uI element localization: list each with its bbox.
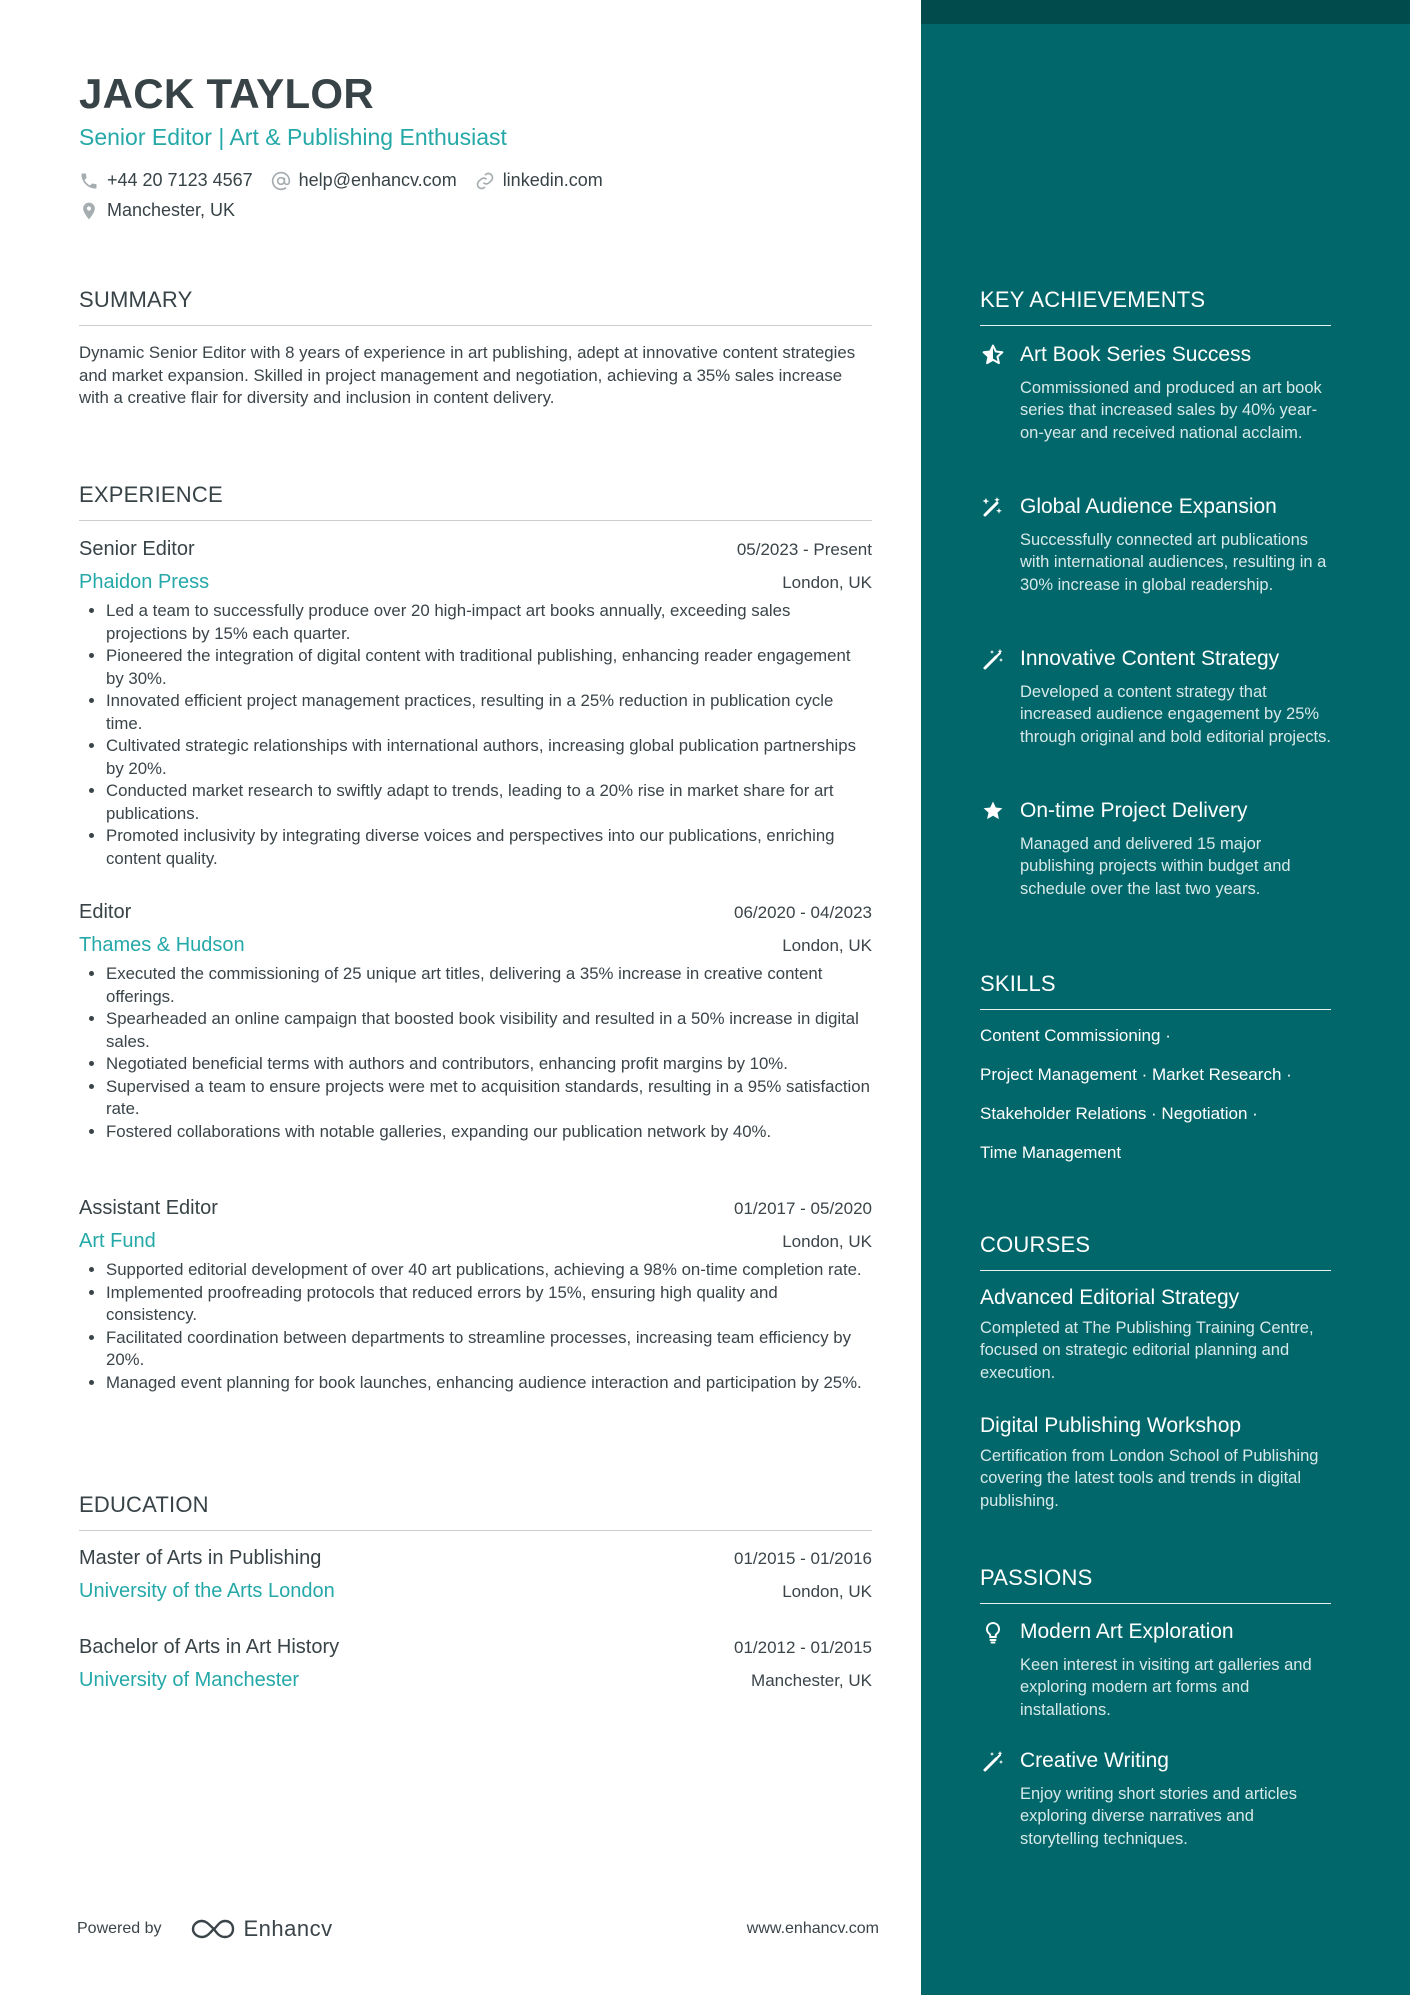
education-dates: 01/2015 - 01/2016 [733, 1549, 872, 1568]
powered-by [77, 1916, 333, 1942]
job-title: Senior Editor [79, 538, 195, 560]
degree: Master of Arts in Publishing [79, 1547, 322, 1569]
headline: Senior Editor | Art & Publishing Enthusiast [79, 124, 507, 150]
passion-item [980, 1748, 1331, 1850]
job-title: Editor [79, 901, 132, 923]
linkedin-text: linkedin.com [502, 170, 603, 190]
job-dates: 01/2017 - 05/2020 [733, 1199, 872, 1218]
job-title: Assistant Editor [79, 1197, 218, 1219]
bullet: • Cultivated strategic relationships with international authors, increasing global publication partnerships by 20%. [106, 735, 872, 780]
school: University of Manchester [79, 1669, 300, 1691]
summary-text: Dynamic Senior Editor with 8 years of experience in art publishing, adept at innovative content strategies and market expansion. Skilled in project management and negotiation, achieving a 35% sales increase with a creative flair for diversity and inclusion in content delivery. [79, 343, 856, 407]
bullet: • Facilitated coordination between departments to streamline processes, increasing team efficiency by 20%. [106, 1327, 872, 1372]
powered-by-label: Powered by [77, 1920, 162, 1937]
passions-heading: PASSIONS [980, 1565, 1331, 1604]
brand-name: Enhancv [243, 1916, 333, 1941]
education-item [79, 1547, 872, 1603]
contact-email[interactable] [271, 170, 457, 191]
summary-heading: SUMMARY [79, 287, 872, 326]
star-outline-icon [980, 342, 1006, 368]
sidebar [921, 0, 1410, 1995]
job-dates: 05/2023 - Present [736, 540, 872, 559]
school: University of the Arts London [79, 1580, 335, 1602]
magic-wand-sparkle-icon [980, 494, 1006, 520]
job-bullets [79, 600, 872, 870]
bullet: • Pioneered the integration of digital content with traditional publishing, enhancing reader engagement by 30%. [106, 645, 872, 690]
achievement-item [980, 646, 1331, 748]
education-dates: 01/2012 - 01/2015 [733, 1638, 872, 1657]
achievement-title: Innovative Content Strategy [1020, 647, 1280, 670]
contact-row [79, 170, 621, 191]
skills-line: Project Management · Market Research · [980, 1065, 1292, 1084]
contact-row-2 [79, 200, 253, 221]
course-desc: Completed at The Publishing Training Centre, focused on strategic editorial planning and execution. [980, 1319, 1314, 1382]
degree: Bachelor of Arts in Art History [79, 1636, 340, 1658]
footer [77, 1916, 879, 1942]
job-company: Art Fund [79, 1230, 156, 1252]
location-text: Manchester, UK [107, 200, 236, 220]
achievement-title: Art Book Series Success [1020, 343, 1252, 366]
job-bullets [79, 963, 872, 1143]
bullet: • Negotiated beneficial terms with authors and contributors, enhancing profit margins by 10%. [106, 1053, 872, 1076]
achievement-desc: Developed a content strategy that increased audience engagement by 25% through original and bold editorial projects. [1020, 683, 1331, 746]
phone-text: +44 20 7123 4567 [107, 170, 253, 190]
achievement-desc: Managed and delivered 15 major publishing projects within budget and schedule over the last two years. [1020, 835, 1291, 898]
passion-title: Modern Art Exploration [1020, 1620, 1234, 1643]
job-bullets [79, 1259, 872, 1394]
achievements-heading: KEY ACHIEVEMENTS [980, 287, 1331, 326]
lightbulb-icon [980, 1619, 1006, 1645]
achievement-item [980, 342, 1331, 444]
bullet: • Managed event planning for book launches, enhancing audience interaction and participation by 25%. [106, 1372, 872, 1395]
skills-line: Stakeholder Relations · Negotiation · [980, 1104, 1258, 1123]
course-item [980, 1286, 1331, 1384]
contact-phone [79, 170, 253, 191]
experience-item [79, 538, 872, 870]
brand-logo[interactable] [188, 1916, 333, 1942]
link-icon [475, 171, 495, 191]
email-text: help@enhancv.com [298, 170, 457, 190]
bullet: • Innovated efficient project management practices, resulting in a 25% reduction in publication cycle time. [106, 690, 872, 735]
course-desc: Certification from London School of Publishing covering the latest tools and trends in digital publishing. [980, 1447, 1319, 1510]
education-location: Manchester, UK [751, 1671, 872, 1690]
bullet: • Led a team to successfully produce over 20 high-impact art books annually, exceeding sales projections by 15% each quarter. [106, 600, 872, 645]
contact-linkedin[interactable] [475, 170, 603, 191]
course-item [980, 1414, 1331, 1512]
magic-wand-icon [980, 646, 1006, 672]
education-item [79, 1636, 872, 1692]
bullet: • Conducted market research to swiftly adapt to trends, leading to a 20% rise in market share for art publications. [106, 780, 872, 825]
sidebar-top-bar [921, 0, 1410, 24]
bullet: • Fostered collaborations with notable galleries, expanding our publication network by 40%. [106, 1121, 872, 1144]
job-location: London, UK [782, 1232, 872, 1251]
skills-line: Time Management [980, 1143, 1122, 1162]
website-link[interactable]: www.enhancv.com [746, 1920, 879, 1937]
experience-heading: EXPERIENCE [79, 482, 872, 521]
bullet: • Executed the commissioning of 25 unique art titles, delivering a 35% increase in creative content offerings. [106, 963, 872, 1008]
courses-heading: COURSES [980, 1232, 1331, 1271]
job-company: Thames & Hudson [79, 934, 245, 956]
course-title: Advanced Editorial Strategy [980, 1286, 1240, 1309]
bullet: • Spearheaded an online campaign that boosted book visibility and resulted in a 50% increase in digital sales. [106, 1008, 872, 1053]
contact-location [79, 200, 235, 221]
bullet: • Supported editorial development of over 40 art publications, achieving a 98% on-time completion rate. [106, 1259, 872, 1282]
passion-title: Creative Writing [1020, 1749, 1169, 1772]
job-dates: 06/2020 - 04/2023 [733, 903, 872, 922]
education-heading: EDUCATION [79, 1492, 872, 1531]
skills-list [980, 1026, 1331, 1182]
job-company: Phaidon Press [79, 571, 210, 593]
education-location: London, UK [782, 1582, 872, 1601]
achievement-desc: Commissioned and produced an art book series that increased sales by 40% year-on-year and received national acclaim. [1020, 379, 1322, 442]
skills-heading: SKILLS [980, 971, 1331, 1010]
candidate-name: JACK TAYLOR [79, 70, 375, 117]
star-icon [980, 798, 1006, 824]
experience-item [79, 901, 872, 1143]
magic-wand-icon [980, 1748, 1006, 1774]
achievement-item [980, 494, 1331, 596]
at-sign-icon [271, 171, 291, 191]
job-location: London, UK [782, 573, 872, 592]
passion-item [980, 1619, 1331, 1721]
bullet: • Implemented proofreading protocols that reduced errors by 15%, ensuring high quality and consistency. [106, 1282, 872, 1327]
passion-desc: Enjoy writing short stories and articles exploring diverse narratives and storytelling techniques. [1020, 1785, 1297, 1848]
achievement-title: On-time Project Delivery [1020, 799, 1248, 822]
skills-line: Content Commissioning · [980, 1026, 1171, 1045]
enhancv-logo-icon [188, 1916, 236, 1942]
course-title: Digital Publishing Workshop [980, 1414, 1242, 1437]
job-location: London, UK [782, 936, 872, 955]
experience-item [79, 1197, 872, 1394]
bullet: • Supervised a team to ensure projects were met to acquisition standards, resulting in a 95% satisfaction rate. [106, 1076, 872, 1121]
achievement-desc: Successfully connected art publications with international audiences, resulting in a 30% increase in global readership. [1020, 531, 1327, 594]
achievement-item [980, 798, 1331, 900]
location-pin-icon [79, 201, 99, 221]
passion-desc: Keen interest in visiting art galleries and exploring modern art forms and installations. [1020, 1656, 1312, 1719]
phone-icon [79, 171, 99, 191]
achievement-title: Global Audience Expansion [1020, 495, 1277, 518]
bullet: • Promoted inclusivity by integrating diverse voices and perspectives into our publications, enriching content quality. [106, 825, 872, 870]
